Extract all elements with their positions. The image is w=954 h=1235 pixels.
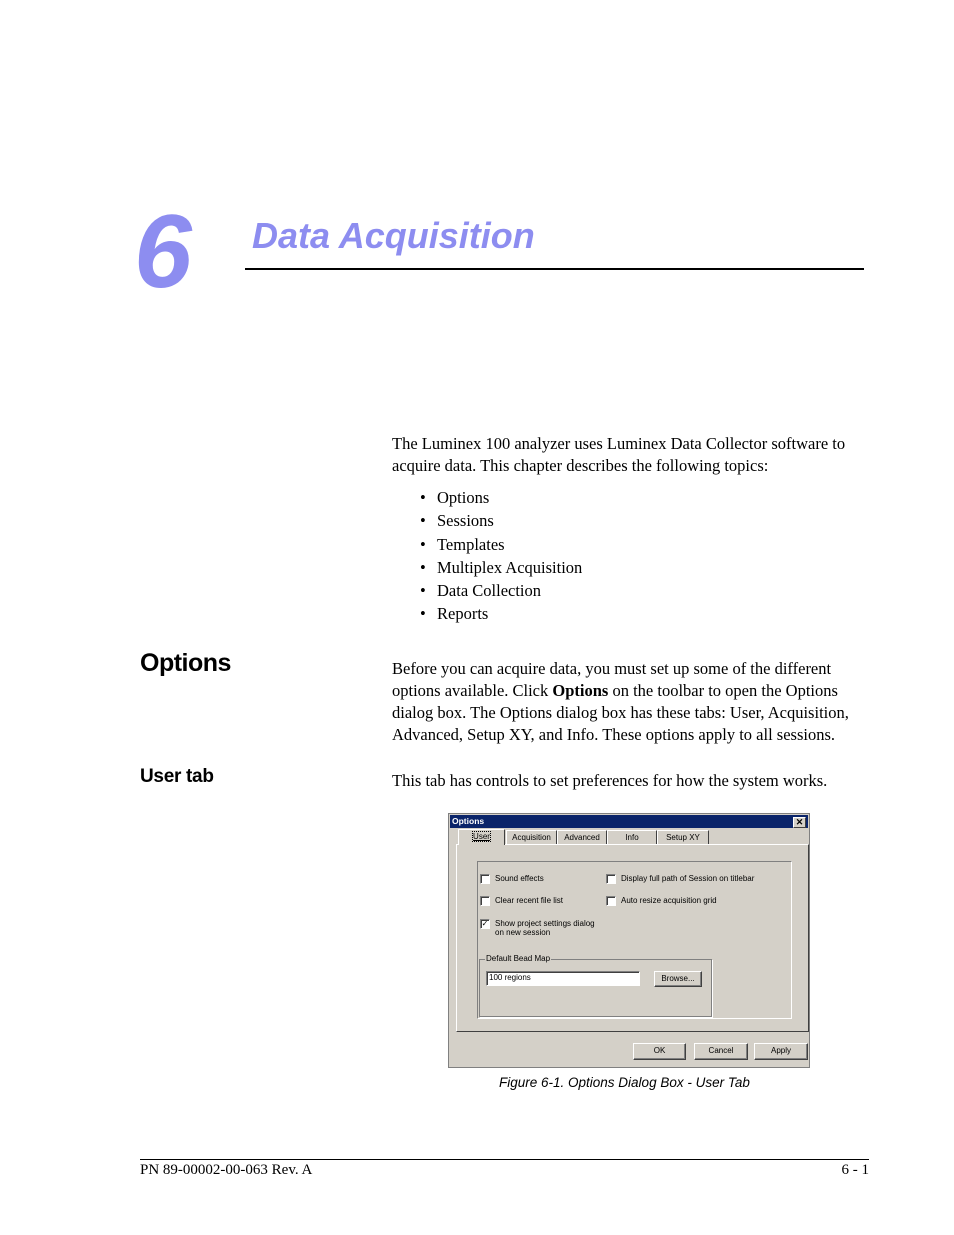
group-label: Default Bead Map bbox=[486, 954, 551, 963]
check-mark-icon: ✓ bbox=[481, 919, 489, 928]
checkbox-label bbox=[495, 919, 595, 937]
footer-part-number: PN 89-00002-00-063 Rev. A bbox=[140, 1162, 313, 1178]
options-para-end: on the toolbar to open the Options dialog box. The Options dialog box has these tabs: User, Acquisition, Advanced, Setup XY, and Info. These options apply to all sessions. bbox=[392, 681, 849, 744]
topic-item: • Reports bbox=[420, 602, 582, 625]
topic-item: • Data Collection bbox=[420, 579, 582, 602]
tab-setup-xy[interactable] bbox=[657, 830, 709, 844]
tab-advanced[interactable] bbox=[557, 830, 607, 844]
clear-recent-files-checkbox[interactable] bbox=[480, 896, 563, 906]
checkbox-label-line1: Show project settings dialog bbox=[495, 919, 595, 928]
cancel-button[interactable]: Cancel bbox=[694, 1043, 748, 1060]
checkbox-box bbox=[606, 874, 616, 884]
auto-resize-grid-checkbox[interactable] bbox=[606, 896, 717, 906]
dialog-title: Options bbox=[452, 816, 485, 826]
footer-rule bbox=[140, 1159, 869, 1160]
show-project-settings-checkbox[interactable] bbox=[480, 919, 595, 937]
topic-item: • Templates bbox=[420, 533, 582, 556]
tab-advanced-label: Advanced bbox=[564, 833, 600, 842]
options-para-bold: Options bbox=[552, 681, 609, 700]
checkbox-box bbox=[480, 874, 490, 884]
checkbox-box bbox=[480, 896, 490, 906]
ok-button[interactable]: OK bbox=[633, 1043, 686, 1060]
checkbox-label: Clear recent file list bbox=[495, 896, 564, 905]
options-para-start: Before you can acquire data, you must set up some of the different options available. Click bbox=[392, 659, 832, 700]
topic-item: • Sessions bbox=[420, 509, 582, 532]
checkbox-label: Sound effects bbox=[495, 874, 544, 883]
checkbox-label-line2: on new session bbox=[495, 928, 551, 937]
bead-map-field[interactable]: 100 regions bbox=[486, 971, 640, 986]
tab-user-label: User bbox=[473, 832, 490, 841]
footer-page-number: 6 - 1 bbox=[841, 1162, 869, 1178]
dialog-titlebar bbox=[450, 815, 808, 828]
chapter-number: 6 bbox=[134, 194, 190, 310]
user-tab-paragraph: This tab has controls to set preferences for how the system works. bbox=[392, 771, 828, 790]
options-heading: Options bbox=[140, 649, 231, 677]
figure-caption: Figure 6-1. Options Dialog Box - User Tab bbox=[499, 1075, 750, 1090]
checkbox-box bbox=[606, 896, 616, 906]
default-bead-map-group bbox=[479, 954, 712, 1017]
intro-paragraph: The Luminex 100 analyzer uses Luminex Data Collector software to acquire data. This chapter describes the following topics: bbox=[392, 434, 846, 475]
sound-effects-checkbox[interactable] bbox=[480, 874, 544, 884]
tab-acquisition-label: Acquisition bbox=[512, 833, 551, 842]
browse-button[interactable]: Browse... bbox=[654, 971, 702, 987]
user-tab-heading: User tab bbox=[140, 766, 214, 787]
chapter-title: Data Acquisition bbox=[252, 215, 535, 256]
options-dialog bbox=[448, 813, 810, 1068]
checkbox-label: Auto resize acquisition grid bbox=[621, 896, 717, 905]
tab-user[interactable] bbox=[458, 829, 505, 845]
tab-info[interactable] bbox=[607, 830, 657, 844]
options-paragraph bbox=[392, 658, 872, 746]
topic-item: • Options bbox=[420, 486, 582, 509]
close-icon[interactable]: ✕ bbox=[793, 817, 806, 828]
tab-acquisition[interactable] bbox=[506, 830, 557, 844]
tab-setup-xy-label: Setup XY bbox=[666, 833, 700, 842]
title-rule bbox=[245, 268, 864, 270]
topic-list bbox=[420, 486, 582, 626]
tab-info-label: Info bbox=[625, 833, 639, 842]
display-full-path-checkbox[interactable] bbox=[606, 874, 754, 884]
apply-button[interactable]: Apply bbox=[754, 1043, 808, 1060]
topic-item: • Multiplex Acquisition bbox=[420, 556, 582, 579]
checkbox-label: Display full path of Session on titlebar bbox=[621, 874, 755, 883]
